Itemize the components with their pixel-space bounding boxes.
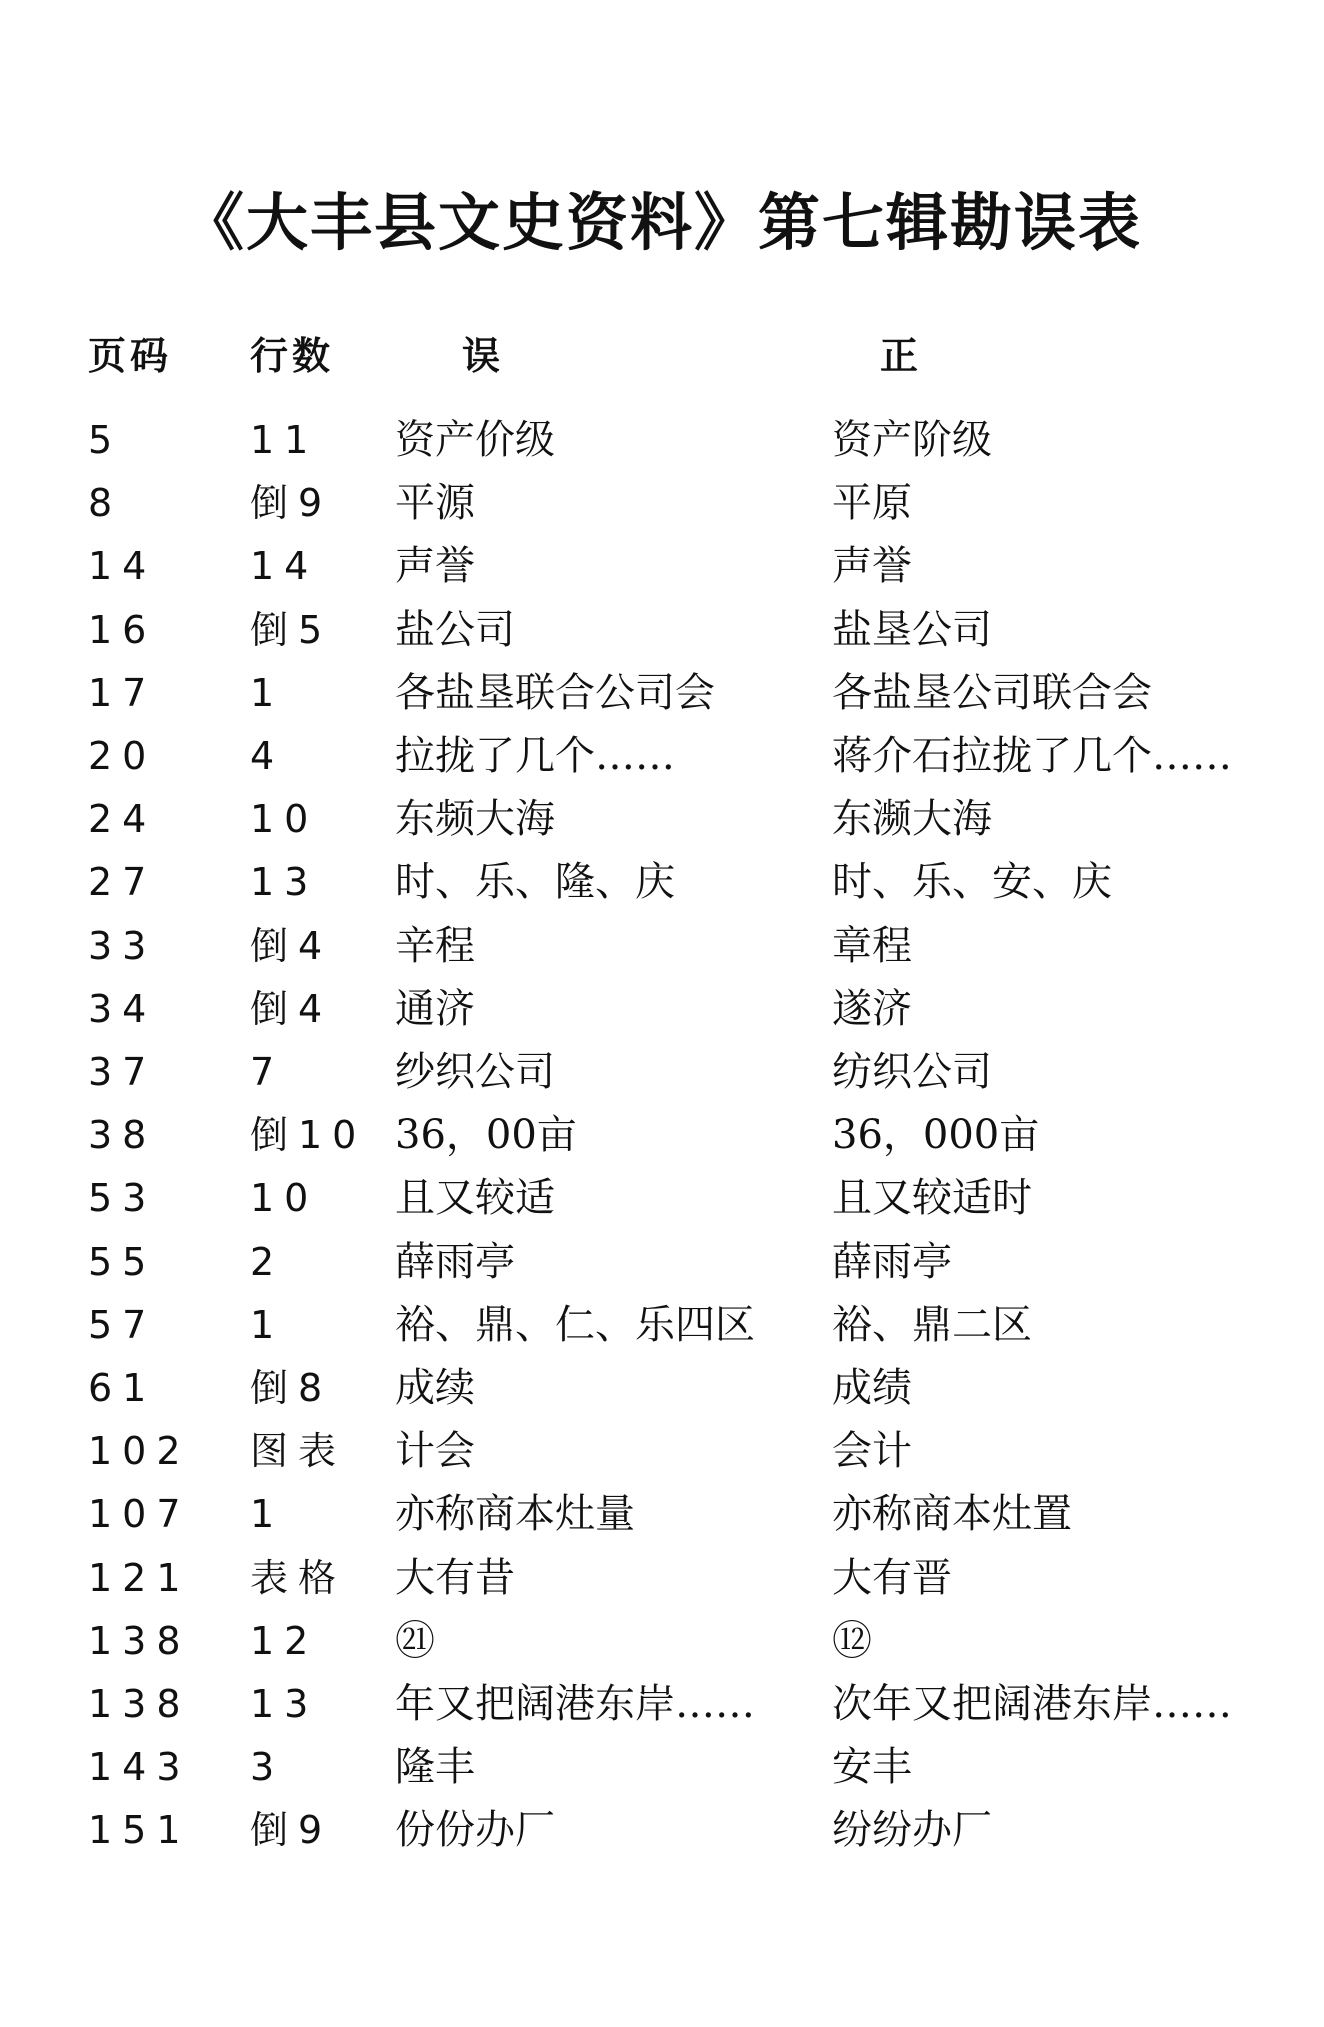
cell-page: 17 <box>88 670 157 715</box>
table-row <box>0 1672 1324 1736</box>
cell-right: 大有晋 <box>832 1554 952 1601</box>
table-row <box>0 1482 1324 1546</box>
cell-right: 36，000亩 <box>832 1112 1040 1159</box>
cell-right: 纷纷办厂 <box>832 1807 992 1854</box>
cell-wrong: 隆丰 <box>395 1744 475 1791</box>
cell-right: 成绩 <box>832 1365 912 1411</box>
cell-page: 55 <box>88 1239 157 1284</box>
cell-wrong: 大有昔 <box>395 1554 515 1601</box>
table-row <box>0 534 1324 598</box>
cell-wrong: ㉑ <box>395 1617 435 1664</box>
cell-page: 20 <box>88 734 157 778</box>
cell-line: 13 <box>250 1682 319 1726</box>
cell-page: 143 <box>88 1745 191 1790</box>
cell-wrong: 36，00亩 <box>395 1112 577 1159</box>
cell-right: 安丰 <box>832 1744 912 1791</box>
cell-page: 151 <box>88 1808 191 1853</box>
cell-right: ⑫ <box>832 1617 872 1664</box>
cell-line: 倒4 <box>250 923 333 968</box>
cell-page: 8 <box>88 481 123 526</box>
cell-page: 37 <box>88 1050 157 1094</box>
cell-page: 102 <box>88 1429 191 1474</box>
cell-wrong: 年又把阔港东岸…… <box>395 1681 755 1727</box>
cell-wrong: 声誉 <box>395 543 475 590</box>
cell-line: 倒4 <box>250 986 333 1031</box>
table-row <box>0 471 1324 535</box>
cell-right: 遂济 <box>832 985 912 1032</box>
cell-right: 声誉 <box>832 543 912 590</box>
cell-page: 121 <box>88 1555 191 1600</box>
cell-line: 10 <box>250 1176 319 1221</box>
cell-page: 24 <box>88 797 157 842</box>
table-row <box>0 787 1324 851</box>
cell-page: 34 <box>88 986 157 1031</box>
table-header-row <box>0 324 1324 388</box>
table-row <box>0 1546 1324 1610</box>
cell-page: 57 <box>88 1302 157 1347</box>
cell-wrong: 计会 <box>395 1428 475 1475</box>
cell-right: 蒋介石拉拢了几个…… <box>832 733 1232 779</box>
cell-page: 16 <box>88 607 157 652</box>
cell-line: 图表 <box>250 1429 347 1474</box>
cell-wrong: 东频大海 <box>395 796 555 843</box>
cell-wrong: 裕、鼎、仁、乐四区 <box>395 1301 755 1348</box>
cell-right: 裕、鼎二区 <box>832 1301 1032 1348</box>
table-row <box>0 1356 1324 1420</box>
table-row <box>0 1419 1324 1483</box>
cell-right: 次年又把阔港东岸…… <box>832 1681 1232 1727</box>
table-row <box>0 408 1324 472</box>
cell-line: 1 <box>250 670 285 715</box>
header-page: 页码 <box>88 334 173 378</box>
cell-line: 倒5 <box>250 607 333 652</box>
table-row <box>0 1735 1324 1799</box>
header-line: 行数 <box>250 334 335 378</box>
table-row <box>0 977 1324 1041</box>
cell-right: 薛雨亭 <box>832 1238 952 1285</box>
cell-page: 38 <box>88 1113 157 1158</box>
cell-wrong: 时、乐、隆、庆 <box>395 859 675 906</box>
cell-wrong: 辛程 <box>395 922 475 969</box>
cell-line: 倒10 <box>250 1113 367 1158</box>
cell-line: 1 <box>250 1302 285 1347</box>
cell-line: 10 <box>250 797 319 842</box>
cell-right: 纺织公司 <box>832 1049 992 1095</box>
table-row <box>0 914 1324 978</box>
cell-right: 会计 <box>832 1428 912 1475</box>
table-row <box>0 1040 1324 1104</box>
cell-right: 资产阶级 <box>832 417 992 463</box>
cell-wrong: 资产价级 <box>395 417 555 463</box>
cell-line: 4 <box>250 734 285 778</box>
cell-line: 倒8 <box>250 1366 333 1410</box>
table-row <box>0 724 1324 788</box>
cell-right: 且又较适时 <box>832 1175 1032 1222</box>
table-row <box>0 1103 1324 1167</box>
cell-wrong: 通济 <box>395 985 475 1032</box>
cell-wrong: 平源 <box>395 480 475 527</box>
cell-page: 27 <box>88 860 157 905</box>
cell-right: 东濒大海 <box>832 796 992 843</box>
cell-right: 章程 <box>832 922 912 969</box>
table-row <box>0 1166 1324 1230</box>
cell-page: 107 <box>88 1492 191 1537</box>
cell-line: 14 <box>250 544 319 589</box>
cell-wrong: 盐公司 <box>395 606 515 653</box>
cell-line: 12 <box>250 1618 319 1663</box>
cell-right: 盐垦公司 <box>832 606 992 653</box>
cell-right: 各盐垦公司联合会 <box>832 669 1152 716</box>
table-row <box>0 850 1324 914</box>
cell-line: 11 <box>250 418 319 462</box>
cell-wrong: 且又较适 <box>395 1175 555 1222</box>
table-row <box>0 661 1324 725</box>
cell-line: 13 <box>250 860 319 905</box>
page-title: 《大丰县文史资料》第七辑勘误表 <box>181 186 1142 259</box>
table-row <box>0 598 1324 662</box>
cell-line: 3 <box>250 1745 285 1790</box>
cell-line: 2 <box>250 1239 285 1284</box>
cell-right: 时、乐、安、庆 <box>832 859 1112 906</box>
table-row <box>0 1230 1324 1294</box>
header-right: 正 <box>880 334 923 378</box>
cell-page: 138 <box>88 1618 191 1663</box>
cell-line: 7 <box>250 1050 285 1094</box>
cell-line: 倒9 <box>250 1808 333 1853</box>
cell-right: 亦称商本灶置 <box>832 1491 1072 1538</box>
cell-wrong: 各盐垦联合公司会 <box>395 669 715 716</box>
cell-page: 33 <box>88 923 157 968</box>
cell-wrong: 成续 <box>395 1365 475 1411</box>
cell-page: 5 <box>88 418 123 462</box>
table-row <box>0 1609 1324 1673</box>
cell-line: 1 <box>250 1492 285 1537</box>
cell-line: 表格 <box>250 1555 347 1600</box>
cell-page: 53 <box>88 1176 157 1221</box>
cell-wrong: 拉拢了几个…… <box>395 733 675 779</box>
cell-wrong: 份份办厂 <box>395 1807 555 1854</box>
table-row <box>0 1293 1324 1357</box>
cell-line: 倒9 <box>250 481 333 526</box>
cell-page: 138 <box>88 1682 191 1726</box>
cell-wrong: 薛雨亭 <box>395 1238 515 1285</box>
cell-page: 61 <box>88 1366 157 1410</box>
table-row <box>0 1798 1324 1862</box>
cell-wrong: 纱织公司 <box>395 1049 555 1095</box>
header-wrong: 误 <box>462 334 505 378</box>
cell-page: 14 <box>88 544 157 589</box>
cell-right: 平原 <box>832 480 912 527</box>
cell-wrong: 亦称商本灶量 <box>395 1491 635 1538</box>
